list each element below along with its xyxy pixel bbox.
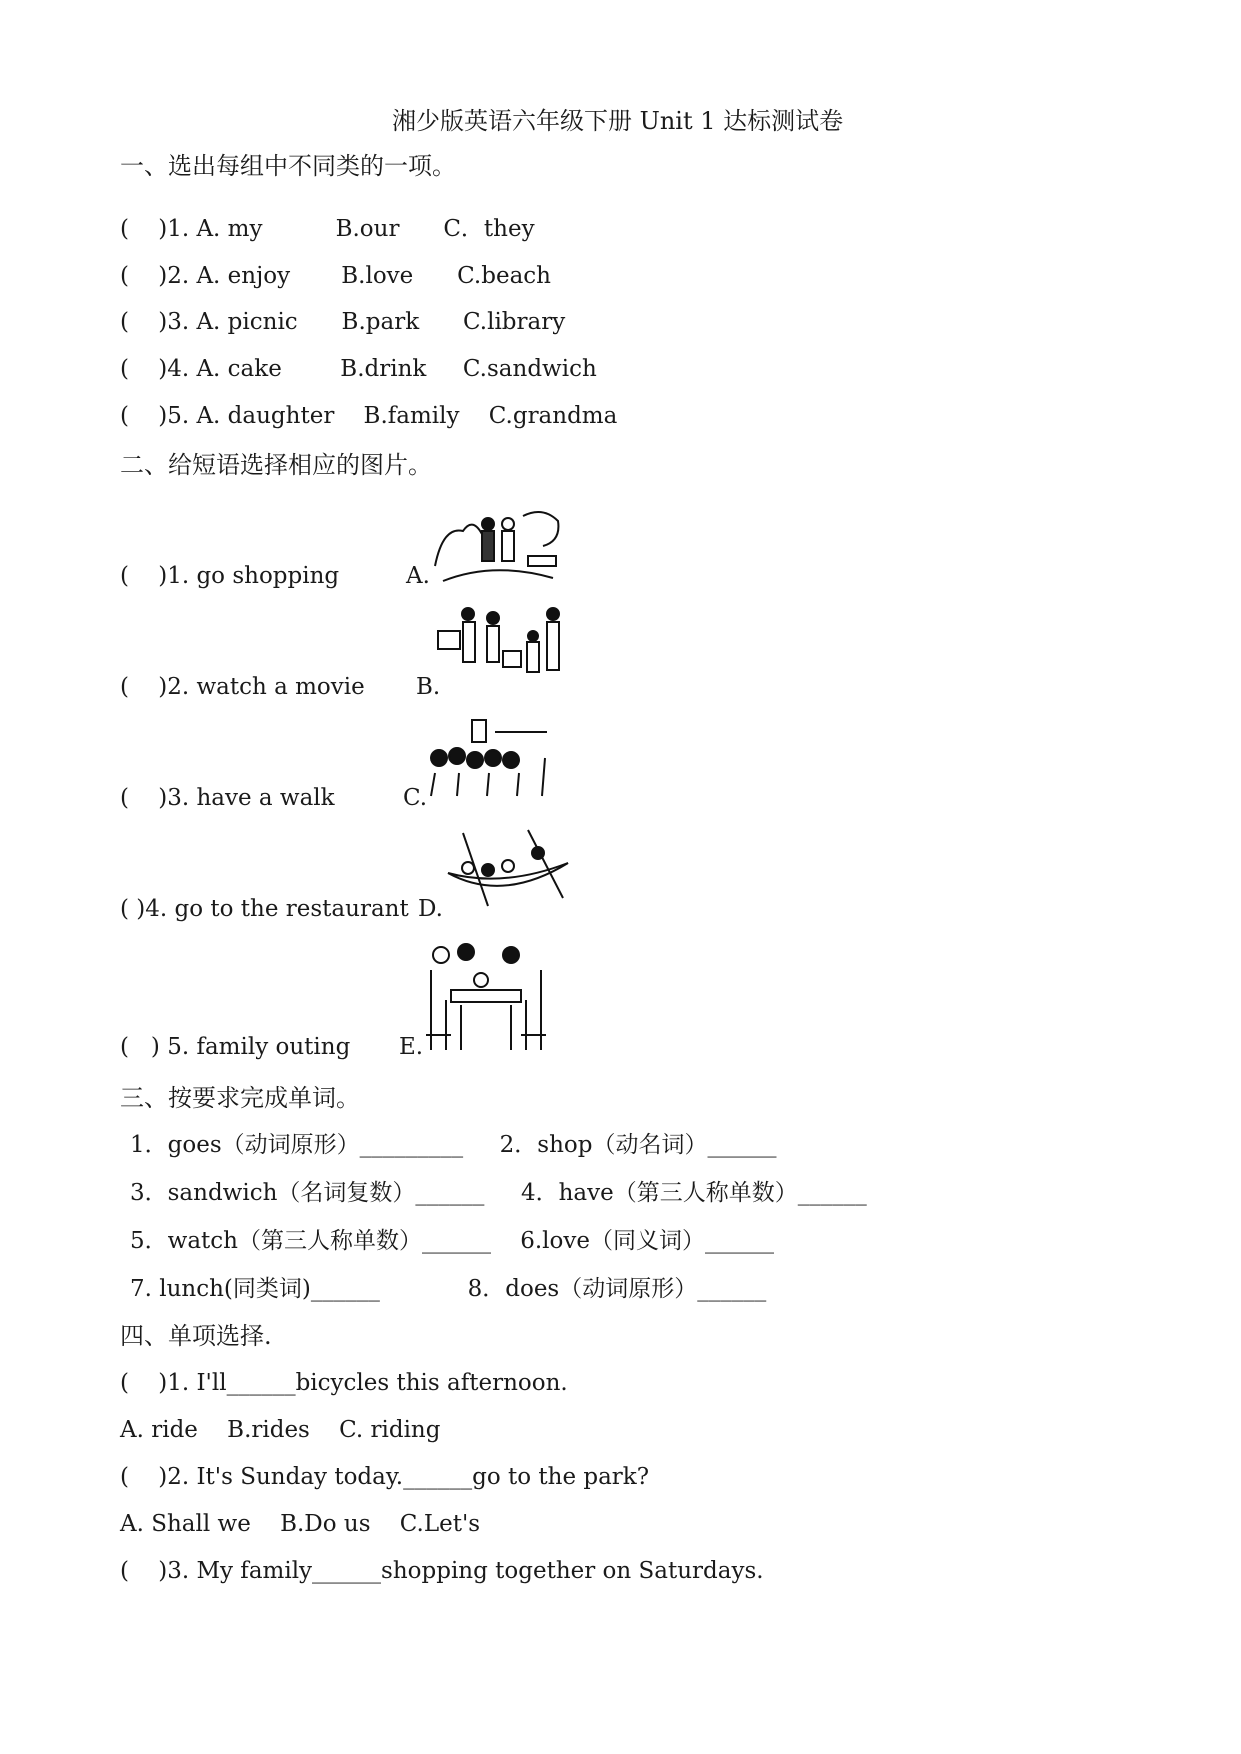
s1-item-4: ( )4. A. cake B.drink C.sandwich bbox=[120, 356, 597, 382]
s4-q2: ( )2. It's Sunday today.______go to the park? bbox=[120, 1464, 650, 1490]
section-4-heading: 四、单项选择. bbox=[120, 1322, 272, 1350]
s2-label-b: B. bbox=[416, 674, 441, 700]
s4-q1: ( )1. I'll______bicycles this afternoon. bbox=[120, 1370, 568, 1396]
picture-a-park-walk bbox=[433, 506, 563, 586]
s2-phrase-3: ( )3. have a walk bbox=[120, 785, 335, 811]
s4-q1-options: A. ride B.rides C. riding bbox=[120, 1417, 441, 1443]
s1-item-3: ( )3. A. picnic B.park C.library bbox=[120, 309, 566, 335]
s2-phrase-5: ( ) 5. family outing bbox=[120, 1034, 351, 1060]
s1-item-2: ( )2. A. enjoy B.love C.beach bbox=[120, 263, 551, 289]
s2-label-c: C. bbox=[403, 785, 428, 811]
s2-label-a: A. bbox=[406, 563, 430, 589]
s1-item-1: ( )1. A. my B.our C．they bbox=[120, 216, 535, 242]
s3-row-4: 7. lunch(同类词)______ 8．does（动词原形）______ bbox=[130, 1276, 767, 1302]
s2-phrase-2: ( )2. watch a movie bbox=[120, 674, 365, 700]
picture-e-restaurant bbox=[421, 940, 551, 1055]
s2-label-d: D. bbox=[418, 896, 443, 922]
picture-b-shopping bbox=[433, 606, 563, 686]
picture-d-boat bbox=[443, 828, 573, 908]
s2-phrase-1: ( )1. go shopping bbox=[120, 563, 340, 589]
s3-row-3: 5．watch（第三人称单数）______ 6.love（同义词）______ bbox=[130, 1228, 774, 1254]
s2-label-e: E. bbox=[399, 1034, 424, 1060]
s3-row-1: 1．goes（动词原形）_________ 2．shop（动名词）______ bbox=[130, 1132, 777, 1158]
s4-q3: ( )3. My family______shopping together on Saturdays. bbox=[120, 1558, 764, 1584]
s1-item-5: ( )5. A. daughter B.family C.grandma bbox=[120, 403, 618, 429]
page-title: 湘少版英语六年级下册 Unit 1 达标测试卷 bbox=[392, 107, 844, 135]
picture-c-movie bbox=[427, 718, 557, 798]
section-1-heading: 一、选出每组中不同类的一项。 bbox=[120, 152, 456, 180]
s2-phrase-4: ( )4. go to the restaurant bbox=[120, 896, 409, 922]
section-2-heading: 二、给短语选择相应的图片。 bbox=[120, 451, 432, 479]
s4-q2-options: A. Shall we B.Do us C.Let's bbox=[120, 1511, 481, 1537]
section-3-heading: 三、按要求完成单词。 bbox=[120, 1084, 360, 1112]
s3-row-2: 3．sandwich（名词复数）______ 4．have（第三人称单数）______ bbox=[130, 1180, 867, 1206]
